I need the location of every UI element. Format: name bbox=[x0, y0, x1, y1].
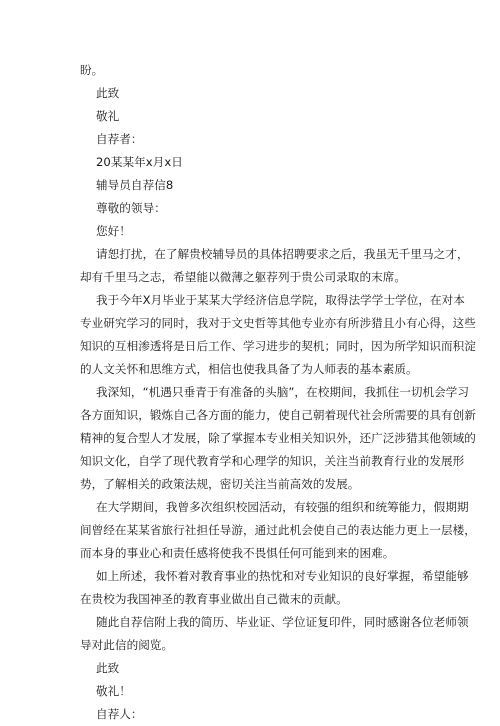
text-line: 您好！ bbox=[96, 224, 131, 238]
text-line: 敬礼 bbox=[96, 109, 120, 123]
text-line: 各方面知识，锻炼自己各方面的能力，使自己朝着现代社会所需要的具有创新 bbox=[80, 408, 476, 422]
text-line: 自荐人： bbox=[96, 707, 143, 721]
text-line: 辅导员自荐信8 bbox=[96, 178, 174, 192]
text-line: 尊敬的领导： bbox=[96, 201, 166, 215]
text-line: 此致 bbox=[96, 661, 120, 675]
text-line: 在贵校为我国神圣的教育事业做出自己微末的贡献。 bbox=[80, 592, 348, 606]
text-line: 20某某年x月x日 bbox=[96, 155, 183, 169]
text-line: 导对此信的阅览。 bbox=[80, 638, 174, 652]
text-line: 盼。 bbox=[80, 63, 104, 77]
text-line: 敬礼！ bbox=[96, 684, 131, 698]
text-line: 自荐者： bbox=[96, 132, 143, 146]
text-line: 势，了解相关的政策法规，密切关注当前高效的发展。 bbox=[80, 477, 360, 491]
text-line: 间曾经在某某省旅行社担任导游，通过此机会使自己的表达能力更上一层楼， bbox=[80, 523, 476, 537]
text-line: 的人文关怀和思维方式，相信也使我具备了为人师表的基本素质。 bbox=[80, 362, 418, 376]
text-line: 如上所述，我怀着对教育事业的热忱和对专业知识的良好掌握，希望能够 bbox=[96, 569, 469, 583]
text-line: 精神的复合型人才发展，除了掌握本专业相关知识外，还广泛涉猎其他领域的 bbox=[80, 431, 476, 445]
text-line: 随此自荐信附上我的简历、毕业证、学位证复印件，同时感谢各位老师领 bbox=[96, 615, 469, 629]
text-line: 专业研究学习的同时，我对于文史哲等其他专业亦有所涉猎且小有心得，这些 bbox=[80, 316, 476, 330]
text-line: 此致 bbox=[96, 86, 120, 100]
text-line: 知识文化，自学了现代教育学和心理学的知识，关注当前教育行业的发展形 bbox=[80, 454, 465, 468]
text-line: 请恕打扰，在了解贵校辅导员的具体招聘要求之后，我虽无千里马之才， bbox=[96, 247, 469, 261]
text-line: 知识的互相渗透将是日后工作、学习进步的契机；同时，因为所学知识而积淀 bbox=[80, 339, 476, 353]
text-line: 我深知，“机遇只垂青于有准备的头脑”，在校期间，我抓住一切机会学习 bbox=[96, 385, 470, 399]
text-line: 我于今年X月毕业于某某大学经济信息学院，取得法学学士学位，在对本 bbox=[96, 293, 465, 307]
text-line: 却有千里马之志，希望能以微薄之躯荐列于贵公司录取的末席。 bbox=[80, 270, 407, 284]
text-line: 而本身的事业心和责任感将使我不畏惧任何可能到来的困难。 bbox=[80, 546, 395, 560]
text-line: 在大学期间，我曾多次组织校园活动，有较强的组织和统筹能力，假期期 bbox=[96, 500, 469, 514]
